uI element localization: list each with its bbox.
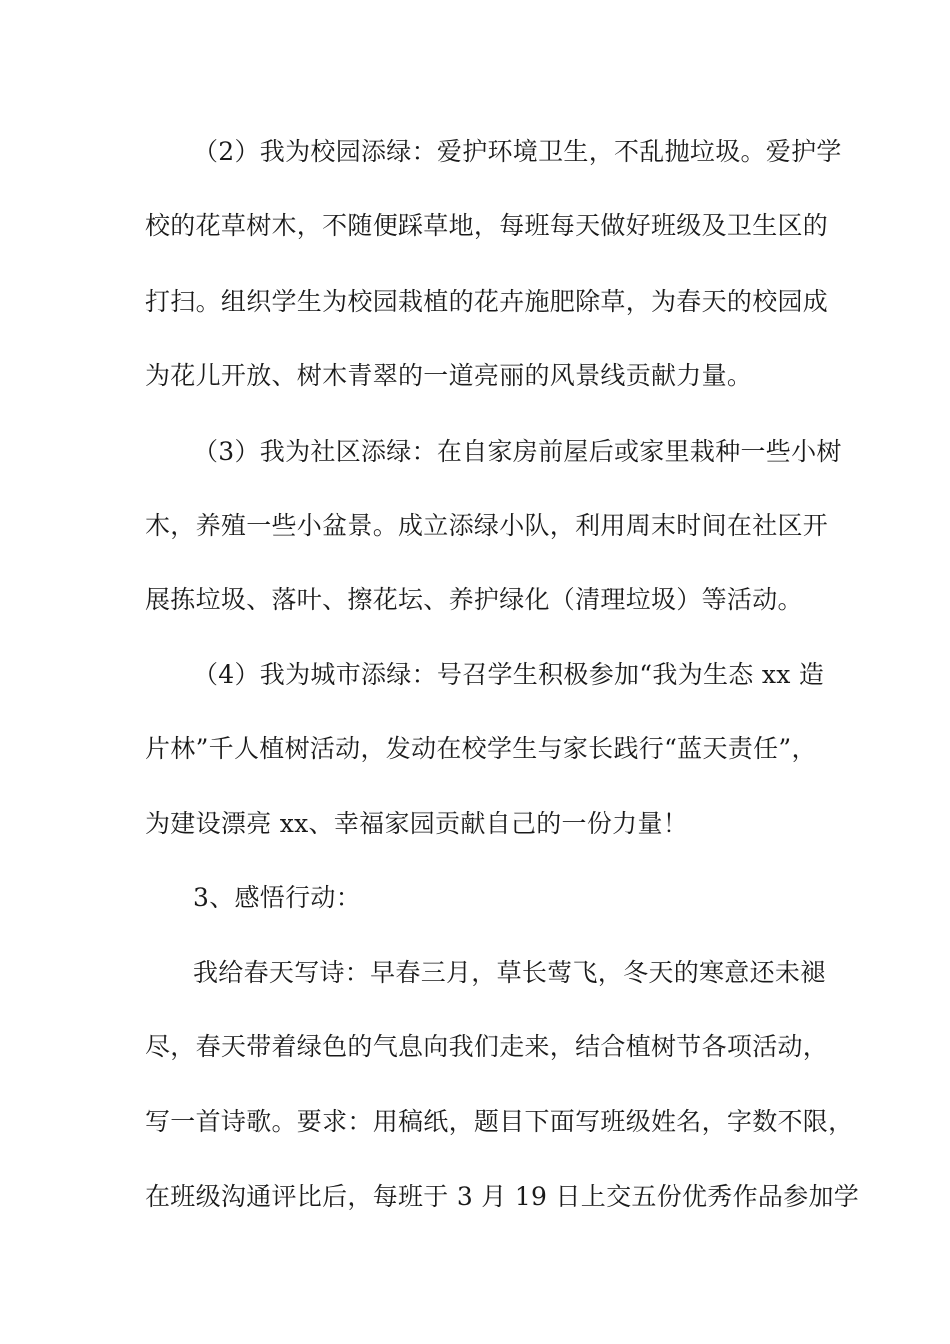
paragraph-line: 校的花草树木，不随便踩草地，每班每天做好班级及卫生区的: [145, 211, 829, 240]
paragraph-line: 尽，春天带着绿色的气息向我们走来，结合植树节各项活动，: [145, 1032, 829, 1061]
paragraph-line: 片林”千人植树活动，发动在校学生与家长践行“蓝天责任”，: [145, 734, 817, 763]
paragraph-line: （3）我为社区添绿：在自家房前屋后或家里栽种一些小树: [193, 437, 842, 466]
paragraph-line: （2）我为校园添绿：爱护环境卫生，不乱抛垃圾。爱护学: [193, 137, 842, 166]
paragraph-line: 为建设漂亮 xx、幸福家园贡献自己的一份力量！: [145, 809, 689, 838]
paragraph-line: 展拣垃圾、落叶、擦花坛、养护绿化（清理垃圾）等活动。: [145, 585, 803, 614]
paragraph-line: 在班级沟通评比后，每班于 3 月 19 日上交五份优秀作品参加学: [145, 1182, 860, 1211]
paragraph-line: 打扫。组织学生为校园栽植的花卉施肥除草，为春天的校园成: [145, 287, 829, 316]
section-heading: 3、感悟行动：: [193, 883, 362, 912]
paragraph-line: 木，养殖一些小盆景。成立添绿小队，利用周末时间在社区开: [145, 511, 829, 540]
paragraph-line: 为花儿开放、树木青翠的一道亮丽的风景线贡献力量。: [145, 361, 753, 390]
paragraph-line: 写一首诗歌。要求：用稿纸，题目下面写班级姓名，字数不限，: [145, 1107, 854, 1136]
paragraph-line: 我给春天写诗：早春三月，草长莺飞，冬天的寒意还未褪: [193, 958, 826, 987]
paragraph-line: （4）我为城市添绿：号召学生积极参加“我为生态 xx 造: [193, 660, 825, 689]
